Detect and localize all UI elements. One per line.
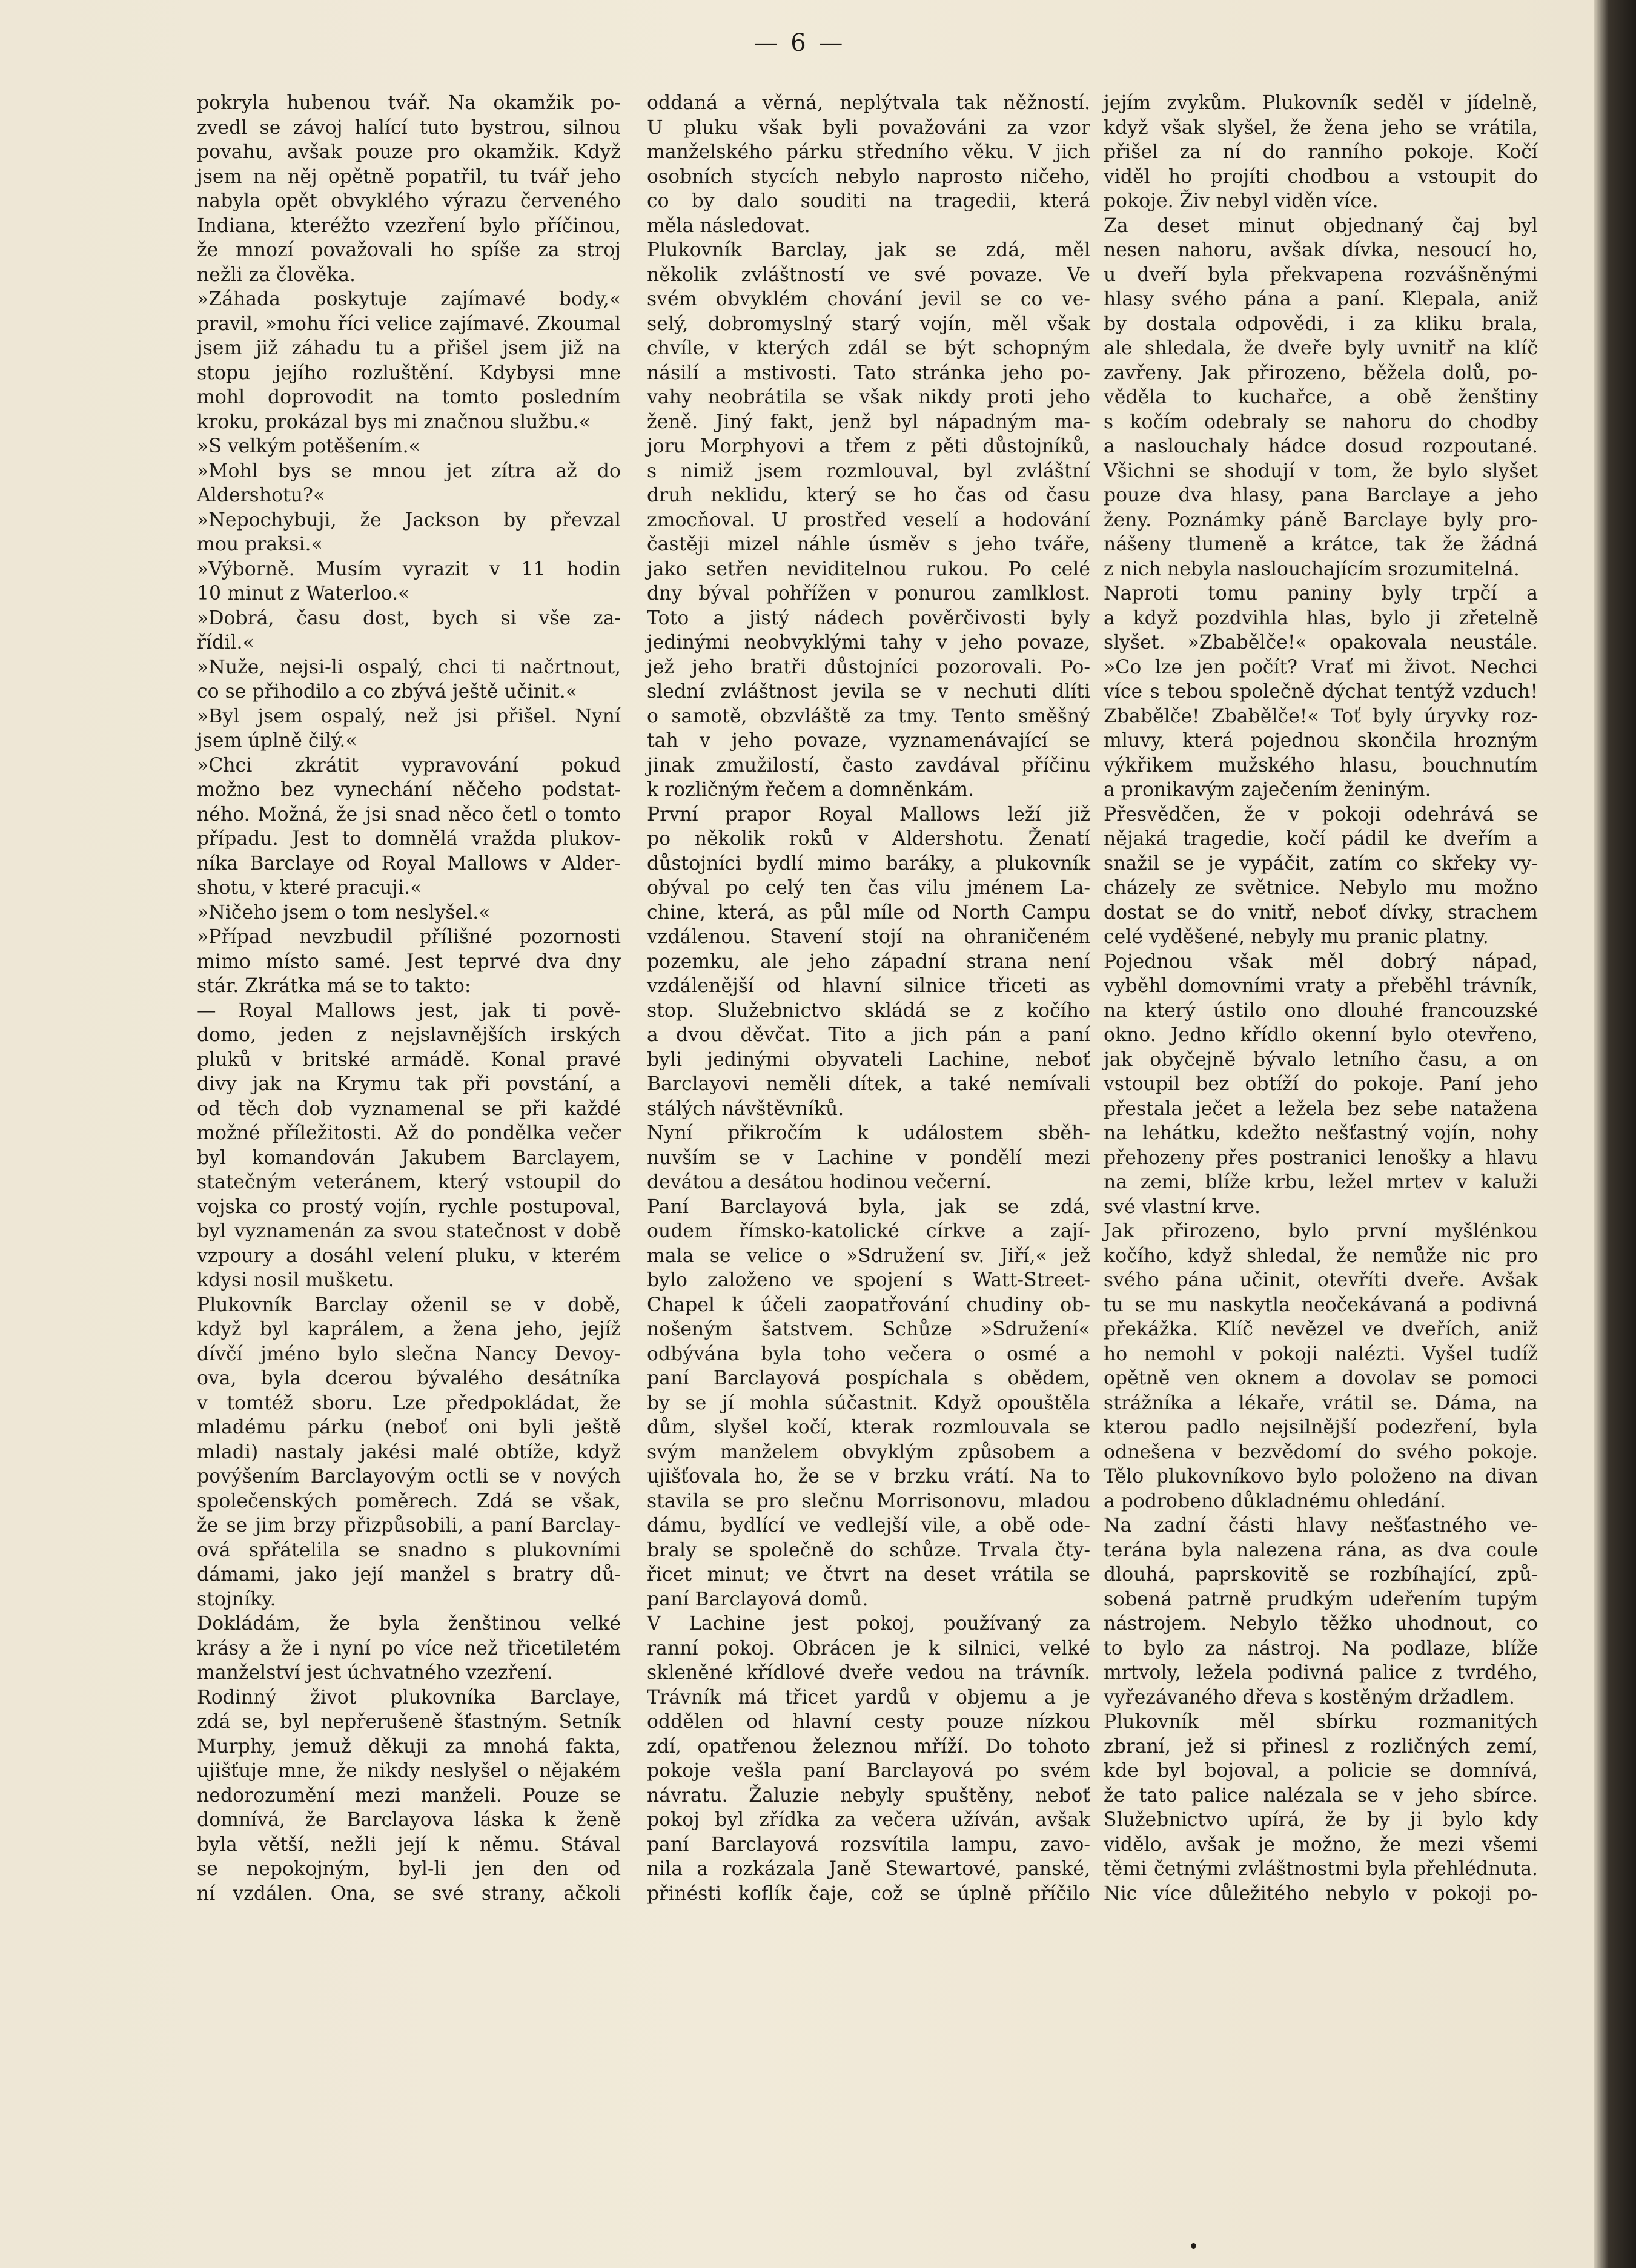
text-line: když byl kaprálem, a žena jeho, jejíž (197, 1318, 621, 1340)
text-line: ní vzdálen. Ona, se své strany, ačkoli (197, 1882, 621, 1905)
text-line: to bylo za nástroj. Na podlaze, blíže (1104, 1637, 1538, 1659)
text-line: případu. Jest to domnělá vražda plukov- (197, 828, 621, 850)
text-line: přinésti koflík čaje, což se úplně příčilo (647, 1882, 1090, 1905)
text-line: byl vyznamenán za svou statečnost v době (197, 1220, 621, 1242)
text-line: odbývána byla toho večera o osmé a (647, 1343, 1090, 1365)
text-line: zmocňoval. U prostřed veselí a hodování (647, 509, 1090, 531)
text-line: vojska co prostý vojín, rychle postupoval, (197, 1195, 621, 1218)
text-line: odnešena v bezvědomí do svého pokoje. (1104, 1441, 1538, 1463)
text-line: dívčí jméno bylo slečna Nancy Devoy- (197, 1343, 621, 1365)
text-line: ženy. Poznámky páně Barclaye byly pro- (1104, 509, 1538, 531)
text-line: kočího, když shledal, že nemůže nic pro (1104, 1245, 1538, 1267)
text-line: mladi) nastaly jakési malé obtíže, když (197, 1441, 621, 1463)
text-line: celé vyděšené, nebyly mu pranic platny. (1104, 926, 1489, 948)
text-line: Plukovník měl sbírku rozmanitých (1104, 1711, 1538, 1733)
text-line: povahu, avšak pouze pro okamžik. Když (197, 141, 621, 163)
text-line: těmi četnými zvláštnostmi byla přehlédnuta. (1104, 1858, 1538, 1880)
text-line: měla následovat. (647, 214, 810, 237)
text-line: na lehátku, kdežto nešťastný vojín, nohy (1104, 1122, 1538, 1144)
text-line: Rodinný život plukovníka Barclaye, (197, 1686, 621, 1708)
text-line: byla větší, nežli její k němu. Stával (197, 1833, 621, 1856)
text-line: pokoje vešla paní Barclayová po svém (647, 1760, 1090, 1782)
text-line: Zbabělče! Zbabělče!« Toť byly úryvky roz- (1104, 705, 1538, 727)
text-line: Murphy, jemuž děkuji za mnohá fakta, (197, 1735, 621, 1757)
text-line: oddaná a věrná, neplýtvala tak něžností. (647, 92, 1090, 114)
text-line: ová spřátelila se snadno s plukovními (197, 1539, 621, 1561)
text-line: a naslouchaly hádce dosud rozpoutané. (1104, 435, 1538, 457)
text-line: nášeny tlumeně a krátce, tak že žádná (1104, 534, 1538, 555)
text-line: chine, která, as půl míle od North Campu (647, 901, 1090, 924)
text-line: braly se společně do schůze. Trvala čty- (647, 1539, 1090, 1561)
text-line: nuvším se v Lachine v pondělí mezi (647, 1146, 1090, 1169)
text-line: druh neklidu, který se ho čas od času (647, 484, 1090, 506)
text-line: slední zvláštnost jevila se v nechuti dlíti (647, 681, 1090, 703)
text-line: jinak zmužilostí, často zavdával příčinu (647, 754, 1090, 776)
text-line: z nich nebyla naslouchajícím srozumitelná. (1104, 558, 1520, 580)
text-line: tu se mu naskytla neočekávaná a podivná (1104, 1294, 1538, 1316)
text-line: svém obvyklém chování jevil se co ve- (647, 288, 1090, 310)
text-line: »Co lze jen počít? Vrať mi život. Nechci (1104, 656, 1538, 678)
text-line: snažil se je vypáčit, zatím co skřeky vy- (1104, 852, 1538, 874)
text-line: oudem římsko-katolické církve a zají- (647, 1220, 1090, 1242)
text-line: osobních stycích nebylo naprosto ničeho, (647, 165, 1090, 188)
text-line: na zemi, blíže krbu, ležel mrtev v kaluži (1104, 1171, 1538, 1193)
text-line: co by dalo souditi na tragedii, která (647, 190, 1090, 212)
text-line: Chapel k účeli zaopatřování chudiny ob- (647, 1294, 1090, 1316)
text-line: selý, dobromyslný starý vojín, měl však (647, 312, 1090, 335)
text-line: chvíle, v kterých zdál se být schopným (647, 337, 1090, 359)
text-line: s kočím odebraly se nahoru do chodby (1104, 411, 1538, 433)
text-line: nesen nahoru, avšak dívka, nesoucí ho, (1104, 239, 1538, 261)
text-line: o samotě, obzvláště za tmy. Tento směšný (647, 705, 1090, 727)
text-line: domnívá, že Barclayova láska k ženě (197, 1809, 621, 1831)
text-line: mala se velice o »Sdružení sv. Jiří,« jež (647, 1245, 1090, 1267)
text-line: bylo založeno ve spojení s Watt-Street- (647, 1269, 1090, 1291)
text-line: ujišťuje mne, že nikdy neslyšel o nějakém (197, 1760, 621, 1782)
text-line: ženě. Jiný fakt, jenž byl nápadným ma- (647, 411, 1090, 433)
text-line: První prapor Royal Mallows leží již (647, 803, 1090, 825)
text-line: ho nemohl v pokoji nalézti. Vyšel tudíž (1104, 1343, 1538, 1365)
text-line: v tomtéž sboru. Lze předpokládat, že (197, 1392, 621, 1414)
text-column-2 (647, 91, 1090, 1906)
text-line: násilí a mstivosti. Tato stránka jeho po- (647, 362, 1090, 384)
text-line: dámu, bydlící ve vedlejší vile, a obě ode- (647, 1515, 1090, 1536)
text-line: Plukovník Barclay oženil se v době, (197, 1294, 621, 1316)
text-line: vstoupil bez obtíží do pokoje. Paní jeho (1104, 1073, 1538, 1095)
text-line: 10 minut z Waterloo.« (197, 583, 410, 604)
text-line: ale shledala, že dveře byly uvnitř na klíč (1104, 337, 1538, 359)
text-line: joru Morphyovi a třem z pěti důstojníků, (647, 435, 1090, 457)
text-column-3 (1104, 91, 1538, 1906)
text-line: strážníka a lékaře, vrátil se. Dáma, na (1104, 1392, 1538, 1414)
text-line: zdá se, byl nepřerušeně šťastným. Setník (197, 1711, 621, 1733)
decorative-dot (1191, 2243, 1196, 2249)
text-line: obýval po celý ten čas vilu jménem La- (647, 877, 1090, 899)
text-line: přišel za ní do ranního pokoje. Kočí (1104, 141, 1538, 163)
text-line: k rozličným řečem a domněnkám. (647, 779, 975, 801)
text-line: hlasy svého pána a paní. Klepala, aniž (1104, 288, 1538, 310)
text-line: Trávník má třicet yardů v objemu a je (647, 1686, 1090, 1708)
text-line: Toto a jistý nádech pověrčivosti byly (647, 607, 1090, 629)
text-line: — Royal Mallows jest, jak ti pově- (197, 999, 621, 1022)
text-line: Služebnictvo upírá, že by ji bylo kdy (1104, 1809, 1538, 1831)
text-line: ranní pokoj. Obrácen je k silnici, velké (647, 1637, 1090, 1659)
text-line: Na zadní části hlavy nešťastného ve- (1104, 1515, 1538, 1536)
text-line: zdí, opatřenou železnou mříží. Do tohoto (647, 1735, 1090, 1757)
text-line: mrtvoly, ležela podivná palice z tvrdého, (1104, 1662, 1538, 1684)
text-line: pozemku, ale jeho západní strana není (647, 950, 1090, 973)
text-line: Aldershotu?« (197, 484, 325, 506)
text-line: důstojníci bydlí mimo baráky, a plukovník (647, 852, 1090, 874)
text-line: »Dobrá, času dost, bych si vše za- (197, 607, 621, 629)
text-line: mimo místo samé. Jest teprvé dva dny (197, 950, 621, 973)
text-line: jsem úplně čilý.« (197, 730, 357, 752)
text-line: Pojednou však měl dobrý nápad, (1104, 950, 1538, 973)
text-line: překážka. Klíč nevězel ve dveřích, aniž (1104, 1318, 1538, 1340)
text-line: stálých návštěvníků. (647, 1097, 844, 1120)
text-line: shotu, v které pracuji.« (197, 877, 422, 899)
text-line: Plukovník Barclay, jak se zdá, měl (647, 239, 1090, 261)
text-line: stop. Služebnictvo skládá se z kočího (647, 999, 1090, 1022)
text-line: pokryla hubenou tvář. Na okamžik po- (197, 92, 621, 114)
text-line: jako setřen neviditelnou rukou. Po celé (647, 558, 1090, 580)
text-line: vyřezávaného dřeva s kostěným držadlem. (1104, 1686, 1515, 1708)
text-line: »Ničeho jsem o tom neslyšel.« (197, 901, 491, 924)
text-line: své vlastní krve. (1104, 1195, 1261, 1218)
text-line: a podrobeno důkladnému ohledání. (1104, 1490, 1446, 1512)
text-line: Indiana, kteréžto vzezření bylo příčinou, (197, 214, 621, 237)
text-line: a když pozdvihla hlas, bylo ji zřetelně (1104, 607, 1538, 629)
text-line: mohl doprovodit na tomto posledním (197, 386, 621, 408)
text-line: domo, jeden z nejslavnějších irských (197, 1024, 621, 1046)
text-line: »Výborně. Musím vyrazit v 11 hodin (197, 558, 621, 580)
text-line: možno bez vynechání něčeho podstat- (197, 779, 621, 801)
text-line: po několik roků v Aldershotu. Ženatí (647, 828, 1090, 850)
text-line: Nic více důležitého nebylo v pokoji po- (1104, 1882, 1538, 1905)
text-line: »Byl jsem ospalý, než jsi přišel. Nyní (197, 705, 621, 727)
text-line: Dokládám, že byla ženštinou velké (197, 1613, 621, 1635)
text-line: od těch dob vyznamenal se při každé (197, 1097, 621, 1120)
text-line: přehozeny přes postranici lenošky a hlavu (1104, 1146, 1538, 1169)
text-line: paní Barclayová domů. (647, 1588, 869, 1610)
text-line: nežli za člověka. (197, 263, 356, 286)
text-line: dámami, jako její manžel s bratry dů- (197, 1564, 621, 1585)
text-line: »Mohl bys se mnou jet zítra až do (197, 460, 621, 482)
text-line: Naproti tomu paniny byly trpčí a (1104, 583, 1538, 604)
text-line: viděl ho projíti chodbou a vstoupit do (1104, 165, 1538, 188)
text-line: zbraní, jež si přinesl z rozličných zemí, (1104, 1735, 1538, 1757)
text-line: jsem již záhadu tu a přišel jsem již na (197, 337, 621, 359)
text-line: cházely ze světnice. Nebylo mu možno (1104, 877, 1538, 899)
text-line: pouze dva hlasy, pana Barclaye a jeho (1104, 484, 1538, 506)
text-line: ného. Možná, že jsi snad něco četl o tomto (197, 803, 621, 825)
text-line: pravil, »mohu říci velice zajímavé. Zkoumal (197, 312, 621, 335)
text-line: »Chci zkrátit vypravování pokud (197, 754, 621, 776)
text-line: vzdálenější od hlavní silnice třiceti as (647, 975, 1090, 997)
text-line: byl komandován Jakubem Barclayem, (197, 1146, 621, 1169)
text-line: Tělo plukovníkovo bylo položeno na divan (1104, 1466, 1538, 1487)
text-line: kterou padlo nejsilnější podezření, byla (1104, 1417, 1538, 1438)
text-line: nošeným šatstvem. Schůze »Sdružení« (647, 1318, 1090, 1340)
text-line: povýšením Barclayovým octli se v nových (197, 1466, 621, 1487)
text-line: byli jedinými obyvateli Lachine, neboť (647, 1048, 1090, 1071)
text-line: jedinými neobvyklými tahy v jeho povaze, (647, 632, 1090, 653)
text-line: slyšet. »Zbabělče!« opakovala neustále. (1104, 632, 1538, 653)
text-line: U pluku však byli považováni za vzor (647, 116, 1090, 139)
text-line: jak obyčejně bývalo letního času, a on (1104, 1048, 1538, 1071)
text-line: návratu. Žaluzie nebyly spuštěny, neboť (647, 1784, 1090, 1807)
text-line: statečným veteránem, který vstoupil do (197, 1171, 621, 1193)
text-line: V Lachine jest pokoj, používaný za (647, 1613, 1090, 1635)
text-line: Barclayovi neměli dítek, a také nemívali (647, 1073, 1090, 1095)
text-line: nabyla opět obvyklého výrazu červeného (197, 190, 621, 212)
text-line: mladému párku (neboť oni byli ještě (197, 1417, 621, 1438)
text-line: kde byl bojoval, a policie se domnívá, (1104, 1760, 1538, 1782)
text-line: pokoje. Živ nebyl viděn více. (1104, 190, 1379, 212)
text-line: opětně ven oknem a dovolav se pomoci (1104, 1367, 1538, 1389)
text-line: stavila se pro slečnu Morrisonovu, mladou (647, 1490, 1090, 1512)
text-line: více s tebou společně dýchat tentýž vzduch! (1104, 681, 1538, 703)
text-line: nila a rozkázala Janě Stewartové, panské, (647, 1858, 1090, 1880)
text-line: věděla to kuchařce, a obě ženštiny (1104, 386, 1538, 408)
page-number: — 6 — (753, 29, 846, 57)
text-line: jejím zvykům. Plukovník seděl v jídelně, (1104, 92, 1538, 114)
text-line: několik zvláštností ve své povaze. Ve (647, 263, 1090, 286)
text-line: že mnozí považovali ho spíše za stroj (197, 239, 621, 261)
text-line: vyběhl domovními vraty a přeběhl trávník, (1104, 975, 1538, 997)
text-line: ujišťovala ho, že se v brzku vrátí. Na to (647, 1466, 1090, 1487)
text-line: když však slyšel, že žena jeho se vrátila, (1104, 116, 1538, 139)
text-line: Všichni se shodují v tom, že bylo slyšet (1104, 460, 1538, 482)
text-line: by se jí mohla súčastnit. Když opouštěla (647, 1392, 1090, 1414)
text-line: častěji mizel náhle úsměv s jeho tváře, (647, 534, 1090, 555)
text-line: a dvou děvčat. Tito a jich pán a paní (647, 1024, 1090, 1046)
text-line: Paní Barclayová byla, jak se zdá, (647, 1195, 1090, 1218)
text-column-1 (197, 91, 621, 1906)
text-line: divy jak na Krymu tak při povstání, a (197, 1073, 621, 1095)
text-line: s nimiž jsem rozmlouval, byl zvláštní (647, 460, 1090, 482)
text-line: mluvy, která pojednou skončila hrozným (1104, 730, 1538, 752)
text-line: paní Barclayová pospíchala s obědem, (647, 1367, 1090, 1389)
text-line: se nepokojným, byl-li jen den od (197, 1858, 621, 1880)
text-line: přestala ječet a ležela bez sebe natažena (1104, 1097, 1538, 1120)
text-line: svým manželem obvyklým způsobem a (647, 1441, 1090, 1463)
text-line: že tato palice nalézala se v jeho sbírce. (1104, 1784, 1538, 1807)
text-line: Jak přirozeno, bylo první myšlénkou (1104, 1220, 1538, 1242)
text-line: řicet minut; ve čtvrt na deset vrátila se (647, 1564, 1090, 1585)
text-line: nějaká tragedie, kočí pádil ke dveřím a (1104, 828, 1538, 850)
text-line: svého pána učinit, otevříti dveře. Avšak (1104, 1269, 1538, 1291)
text-line: vzpoury a dosáhl velení pluku, v kterém (197, 1245, 621, 1267)
text-line: zvedl se závoj halící tuto bystrou, silnou (197, 116, 621, 139)
text-line: kdysi nosil mušketu. (197, 1269, 394, 1291)
text-line: dům, slyšel kočí, kterak rozmlouvala se (647, 1417, 1090, 1438)
text-line: řídil.« (197, 632, 254, 653)
page-edge (1594, 0, 1636, 2268)
text-line: u dveří byla překvapena rozvášněnými (1104, 263, 1538, 286)
text-line: terána byla nalezena rána, as dva coule (1104, 1539, 1538, 1561)
text-line: stár. Zkrátka má se to takto: (197, 975, 471, 997)
text-line: tah v jeho povaze, vyznamenávající se (647, 730, 1090, 752)
text-line: ova, byla dcerou bývalého desátníka (197, 1367, 621, 1389)
text-line: možné příležitosti. Až do pondělka večer (197, 1122, 621, 1144)
text-line: stopu jejího rozluštění. Kdybysi mne (197, 362, 621, 384)
text-line: paní Barclayová rozsvítila lampu, zavo- (647, 1833, 1090, 1856)
text-line: vidělo, avšak je možno, že mezi všemi (1104, 1833, 1538, 1856)
text-line: pokoj byl zřídka za večera užíván, avšak (647, 1809, 1090, 1831)
text-line: vzdálenou. Stavení stojí na ohraničeném (647, 926, 1090, 948)
text-line: nedorozumění mezi manželi. Pouze se (197, 1784, 621, 1807)
text-line: Přesvědčen, že v pokoji odehrává se (1104, 803, 1538, 825)
text-line: dostat se do vnitř, neboť dívky, strachem (1104, 901, 1538, 924)
text-line: stojníky. (197, 1588, 276, 1610)
text-line: vahy neobrátila se však nikdy proti jeho (647, 386, 1090, 408)
text-line: zavřeny. Jak přirozeno, běžela dolů, po- (1104, 362, 1538, 384)
text-line: mou praksi.« (197, 534, 323, 555)
text-line: Nyní přikročím k událostem sběh- (647, 1122, 1090, 1144)
text-line: že se jim brzy přizpůsobili, a paní Barclay- (197, 1515, 621, 1536)
text-line: co se přihodilo a co zbývá ještě učinit.« (197, 681, 578, 703)
text-line: devátou a desátou hodinou večerní. (647, 1171, 992, 1193)
text-line: pluků v britské armádě. Konal pravé (197, 1048, 621, 1071)
text-line: a pronikavým zaječením ženiným. (1104, 779, 1431, 801)
text-line: dlouhá, paprskovitě se rozbíhající, způ- (1104, 1564, 1538, 1585)
text-line: sobená patrně prudkým udeřením tupým (1104, 1588, 1538, 1610)
text-line: »Případ nevzbudil přílišné pozornosti (197, 926, 621, 948)
text-line: »Nuže, nejsi-li ospalý, chci ti načrtnout, (197, 656, 621, 678)
text-line: kroku, prokázal bys mi značnou službu.« (197, 411, 591, 433)
text-line: »Záhada poskytuje zajímavé body,« (197, 288, 621, 310)
text-line: dny býval pohřížen v ponurou zamlklost. (647, 583, 1090, 604)
text-line: »Nepochybuji, že Jackson by převzal (197, 509, 621, 531)
text-line: oddělen od hlavní cesty pouze nízkou (647, 1711, 1090, 1733)
text-line: nástrojem. Nebylo těžko uhodnout, co (1104, 1613, 1538, 1635)
text-line: na který ústilo ono dlouhé francouzské (1104, 999, 1538, 1022)
text-line: Za deset minut objednaný čaj byl (1104, 214, 1538, 237)
text-line: »S velkým potěšením.« (197, 435, 420, 457)
text-line: skleněné křídlové dveře vedou na trávník. (647, 1662, 1090, 1684)
text-line: krásy a že i nyní po více než třicetiletém (197, 1637, 621, 1659)
text-line: okno. Jedno křídlo okenní bylo otevřeno, (1104, 1024, 1538, 1046)
text-line: výkřikem mužského hlasu, bouchnutím (1104, 754, 1538, 776)
text-line: jež jeho bratři důstojníci pozorovali. Po- (647, 656, 1090, 678)
text-line: manželství jest úchvatného vzezření. (197, 1662, 553, 1684)
text-line: jsem na něj opětně popatřil, tu tvář jeho (197, 165, 621, 188)
text-line: by dostala odpovědi, i za kliku brala, (1104, 312, 1538, 335)
text-line: manželského párku středního věku. V jich (647, 141, 1090, 163)
text-line: níka Barclaye od Royal Mallows v Alder- (197, 852, 621, 874)
text-line: společenských poměrech. Zdá se však, (197, 1490, 621, 1512)
